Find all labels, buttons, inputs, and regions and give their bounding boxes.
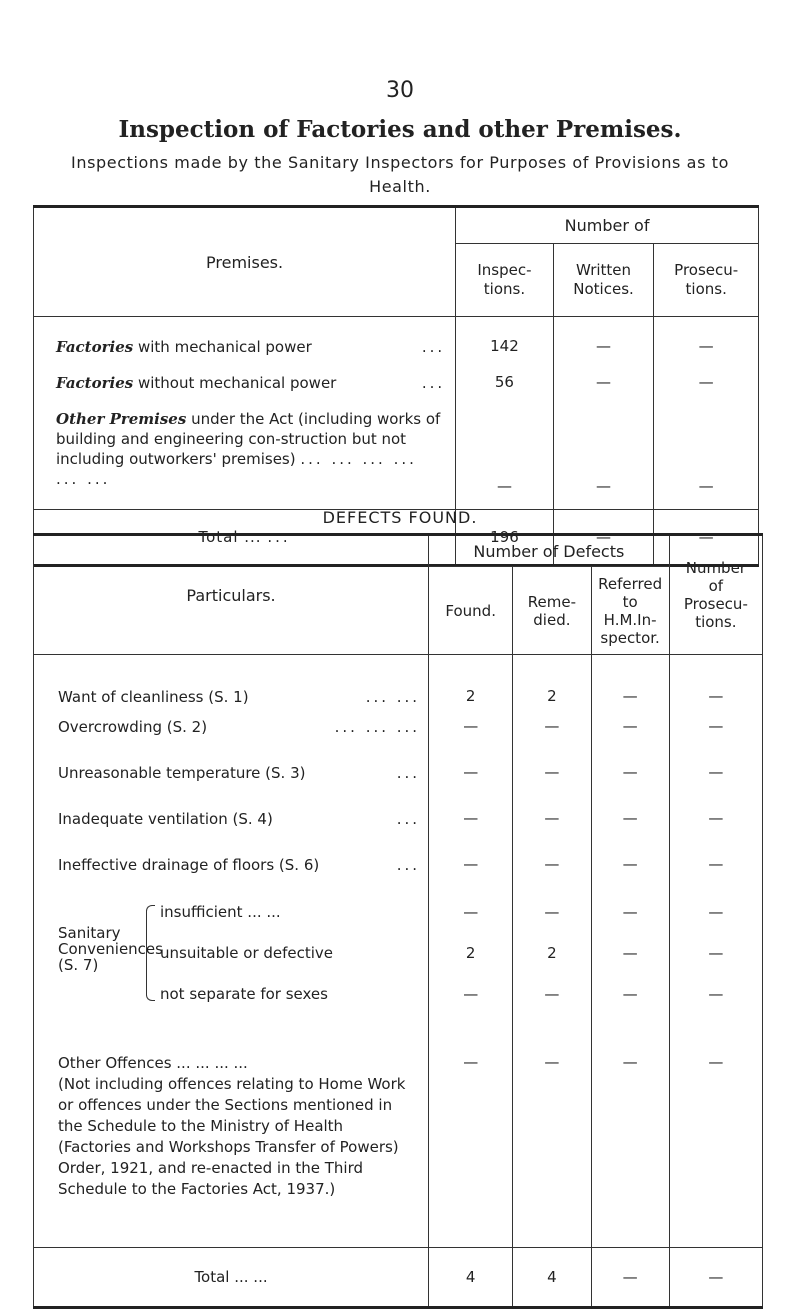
header-found: Found. xyxy=(429,567,513,655)
leader-dots: ... xyxy=(267,528,291,546)
total-label: Total ... ... xyxy=(34,1248,429,1308)
row-label-text: Overcrowding (S. 2) xyxy=(58,718,208,736)
table-row xyxy=(34,855,763,901)
cell-referred: — xyxy=(591,1031,669,1248)
header-prosecutions-text: Prosecu- tions. xyxy=(674,261,739,298)
leader-dots: ... xyxy=(396,856,421,874)
sanitary-prosecutions-cell xyxy=(669,901,762,1031)
cell-remedied: — xyxy=(513,855,591,901)
other-offences-note: (Not including offences relating to Home Work or offences under the Sections mentioned in the Schedule to the Ministry of Health (Factories and Workshops Transfer of Powers) Order, 1921, and re-enacted in the Third Schedule to the Factories Act, 1937.) xyxy=(58,1075,406,1198)
row-label xyxy=(34,855,429,901)
header-inspections xyxy=(456,244,554,317)
sanitary-remedied-cell xyxy=(513,901,591,1031)
sanitary-referred-cell xyxy=(591,901,669,1031)
table-row xyxy=(34,655,763,718)
header-particulars: Particulars. xyxy=(34,535,429,655)
cell-remedied: — xyxy=(513,809,591,855)
total-inspections: 196 xyxy=(456,510,554,566)
table-row xyxy=(34,357,759,393)
table-row xyxy=(34,317,759,358)
other-offences-row xyxy=(34,1031,763,1248)
cell-found: — xyxy=(429,717,513,763)
row-label-text: with mechanical power xyxy=(133,338,312,356)
cell-remedied: — xyxy=(544,903,560,921)
cell-remedied: — xyxy=(513,717,591,763)
sanitary-found-cell xyxy=(429,901,513,1031)
cell-referred: — xyxy=(622,903,638,921)
cell-written: — xyxy=(553,393,654,510)
table-row xyxy=(34,393,759,510)
cell-referred: — xyxy=(622,944,638,962)
header-written-notices xyxy=(553,244,654,317)
total-found: 4 xyxy=(429,1248,513,1308)
cell-prosecutions: — xyxy=(708,809,724,827)
page-subtitle: Inspections made by the Sanitary Inspectors for Purposes of Provisions as to Health. xyxy=(71,153,729,196)
cell-prosecutions: — xyxy=(708,687,724,705)
header-number-of-prosecutions xyxy=(669,535,762,655)
header-number-of-prosecutions-text: Number of Prosecu- tions. xyxy=(683,559,748,631)
cell-found: — xyxy=(429,763,513,809)
cell-written: — xyxy=(553,317,654,358)
cell-prosecutions: — xyxy=(698,337,714,355)
cell-referred: — xyxy=(622,985,638,1003)
cell-prosecutions: — xyxy=(708,985,724,1003)
total-referred: — xyxy=(591,1248,669,1308)
leader-dots: ... ... ... ... ... ... xyxy=(56,450,417,488)
table-row xyxy=(34,717,763,763)
header-referred xyxy=(591,567,669,655)
row-label xyxy=(34,393,456,510)
cell-inspections: 142 xyxy=(456,317,554,358)
row-label xyxy=(34,717,429,763)
row-label xyxy=(34,809,429,855)
cell-prosecutions: — xyxy=(708,903,724,921)
row-label xyxy=(34,357,456,393)
sanitary-option-unsuitable: unsuitable or defective xyxy=(160,944,334,962)
leader-dots: ... xyxy=(421,338,446,356)
sanitary-conveniences-row xyxy=(34,901,763,1031)
cell-prosecutions: — xyxy=(708,717,724,735)
header-inspections-text: Inspec- tions. xyxy=(477,261,532,298)
cell-referred: — xyxy=(591,763,669,809)
cell-prosecutions: — xyxy=(708,944,724,962)
total-prosecutions: — xyxy=(654,510,759,566)
header-referred-text: Referred to H.M.In- spector. xyxy=(598,574,663,647)
cell-prosecutions: — xyxy=(698,477,714,495)
sanitary-label: Sanitary Conveniences (S. 7) xyxy=(58,924,163,974)
cell-prosecutions: — xyxy=(708,855,724,873)
header-number-of-defects: Number of Defects xyxy=(429,535,670,567)
header-premises: Premises. xyxy=(34,207,456,317)
leader-dots: ... xyxy=(396,810,421,828)
cell-remedied: — xyxy=(513,1031,591,1248)
sanitary-label-cell xyxy=(34,901,429,1031)
total-row xyxy=(34,1248,763,1308)
table-row xyxy=(34,809,763,855)
cell-inspections: 56 xyxy=(456,357,554,393)
sanitary-option-not-separate: not separate for sexes xyxy=(160,985,328,1003)
table-row xyxy=(34,763,763,809)
cell-remedied: — xyxy=(544,985,560,1003)
leader-dots: ... xyxy=(396,764,421,782)
brace xyxy=(146,905,155,1001)
cell-found: — xyxy=(429,1031,513,1248)
leader-dots: ... ... ... xyxy=(334,718,421,736)
total-label-text: Total ... xyxy=(198,528,262,546)
row-label xyxy=(34,317,456,358)
header-written-notices-text: Written Notices. xyxy=(573,261,634,298)
cell-remedied: 2 xyxy=(547,944,557,962)
total-remedied: 4 xyxy=(513,1248,591,1308)
row-label xyxy=(34,763,429,809)
cell-found: 2 xyxy=(429,655,513,718)
cell-prosecutions: — xyxy=(708,1053,724,1071)
row-label-text: Unreasonable temperature (S. 3) xyxy=(58,764,306,782)
row-label-text: under the Act (including works of building and engineering con-struction but not including outworkers' premises) xyxy=(56,410,441,468)
cell-found: — xyxy=(429,855,513,901)
cell-found: — xyxy=(429,809,513,855)
cell-remedied: — xyxy=(513,763,591,809)
page-number: 30 xyxy=(386,78,414,103)
defects-table xyxy=(33,533,763,1309)
page-title: Inspection of Factories and other Premises. xyxy=(118,116,682,143)
cell-referred: — xyxy=(591,717,669,763)
header-remedied xyxy=(513,567,591,655)
total-written: — xyxy=(553,510,654,566)
other-offences-title: Other Offences ... ... ... ... xyxy=(58,1054,248,1072)
row-label-text: Want of cleanliness (S. 1) xyxy=(58,688,249,706)
cell-referred: — xyxy=(591,655,669,718)
leader-dots: ... xyxy=(421,374,446,392)
total-prosecutions: — xyxy=(669,1248,762,1308)
cell-inspections: — xyxy=(456,393,554,510)
cell-referred: — xyxy=(591,809,669,855)
other-offences-label xyxy=(34,1031,429,1248)
row-label-emphasis: Factories xyxy=(56,374,134,392)
cell-written: — xyxy=(553,357,654,393)
cell-found: — xyxy=(463,985,479,1003)
cell-prosecutions: — xyxy=(708,763,724,781)
cell-remedied: 2 xyxy=(513,655,591,718)
cell-found: 2 xyxy=(465,944,476,962)
leader-dots: ... ... xyxy=(365,688,421,706)
header-number-of: Number of xyxy=(456,207,759,244)
row-label-text: without mechanical power xyxy=(133,374,337,392)
row-label-text: Inadequate ventilation (S. 4) xyxy=(58,810,273,828)
header-prosecutions xyxy=(654,244,759,317)
defects-title: DEFECTS FOUND. xyxy=(322,508,478,527)
sanitary-option-insufficient: insufficient ... ... xyxy=(160,903,281,921)
row-label-emphasis: Other Premises xyxy=(56,410,187,428)
cell-prosecutions: — xyxy=(698,373,714,391)
row-label xyxy=(34,655,429,718)
row-label-emphasis: Factories xyxy=(56,338,134,356)
row-label-text: Ineffective drainage of floors (S. 6) xyxy=(58,856,320,874)
cell-referred: — xyxy=(591,855,669,901)
cell-found: — xyxy=(463,903,479,921)
header-remedied-text: Reme- died. xyxy=(527,592,577,629)
